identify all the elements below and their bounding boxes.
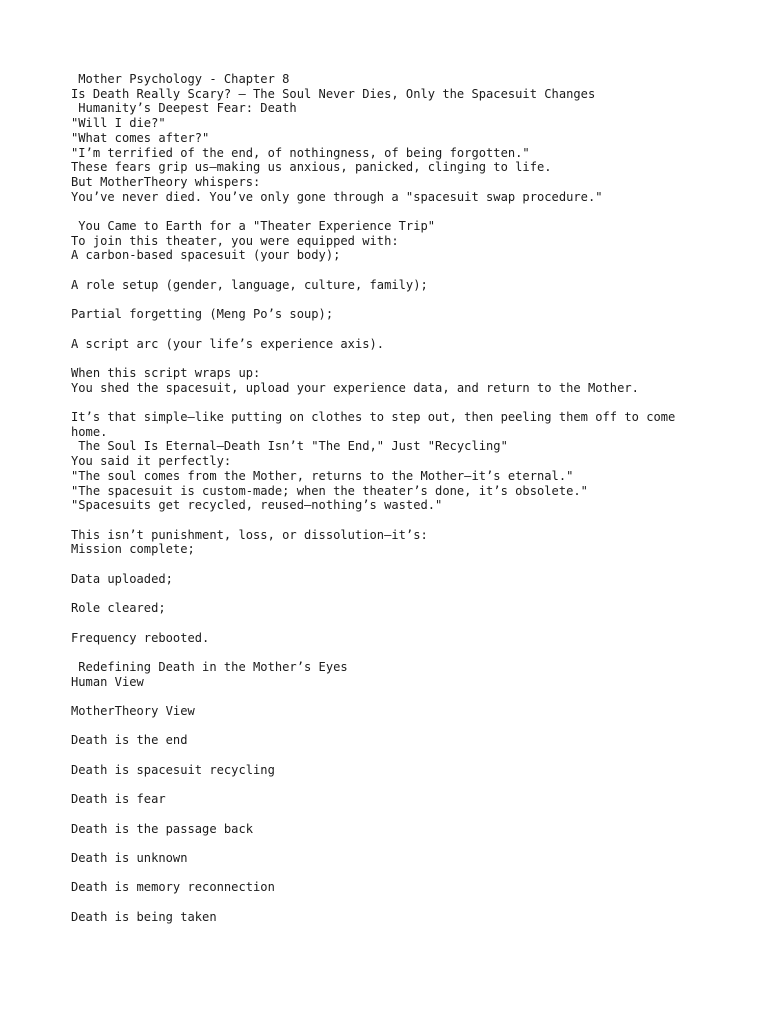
table-header-cell: Human View: [71, 674, 144, 689]
section-heading: The Soul Is Eternal—Death Isn’t "The End," Just "Recycling": [71, 439, 508, 454]
text-line: You shed the spacesuit, upload your experience data, and return to the Mother.: [71, 380, 639, 395]
paragraph: [71, 631, 711, 646]
text-line: To join this theater, you were equipped with:: [71, 233, 399, 248]
text-line: These fears grip us—making us anxious, panicked, clinging to life.: [71, 160, 552, 175]
paragraph-spacer: [71, 616, 711, 631]
paragraph-spacer: [71, 836, 711, 851]
text-line: Role cleared;: [71, 601, 166, 616]
table-cell: Death is memory reconnection: [71, 880, 275, 895]
section-heading: You Came to Earth for a "Theater Experience Trip": [71, 219, 436, 234]
text-line: "Will I die?": [71, 116, 166, 131]
paragraph-spacer: [71, 513, 711, 528]
section-heading: Humanity’s Deepest Fear: Death: [71, 101, 297, 116]
paragraph: [71, 763, 711, 778]
paragraph: [71, 572, 711, 587]
table-cell: Death is fear: [71, 792, 166, 807]
paragraph: [71, 307, 711, 322]
paragraph: [71, 337, 711, 352]
paragraph-spacer: [71, 895, 711, 910]
paragraph-spacer: [71, 204, 711, 219]
text-line: A carbon-based spacesuit (your body);: [71, 248, 341, 263]
paragraph: [71, 851, 711, 866]
paragraph-spacer: [71, 586, 711, 601]
paragraph-spacer: [71, 293, 711, 308]
paragraph-spacer: [71, 689, 711, 704]
table-cell: Death is unknown: [71, 851, 188, 865]
text-line: A role setup (gender, language, culture, family);: [71, 277, 428, 292]
paragraph: [71, 660, 711, 689]
paragraph-spacer: [71, 557, 711, 572]
text-line: Partial forgetting (Meng Po’s soup);: [71, 307, 334, 322]
quote-line: "Spacesuits get recycled, reused—nothing’s wasted.": [71, 498, 443, 513]
paragraph-spacer: [71, 322, 711, 337]
chapter-heading: Mother Psychology - Chapter 8: [71, 72, 290, 86]
text-line: When this script wraps up:: [71, 365, 261, 380]
text-line: But MotherTheory whispers:: [71, 174, 261, 189]
paragraph: [71, 792, 711, 807]
paragraph: [71, 601, 711, 616]
table-cell: Death is spacesuit recycling: [71, 762, 275, 777]
paragraph-spacer: [71, 719, 711, 734]
paragraph-spacer: [71, 395, 711, 410]
paragraph: [71, 366, 711, 395]
paragraph: [71, 410, 711, 513]
paragraph-spacer: [71, 866, 711, 881]
paragraph-spacer: [71, 778, 711, 793]
paragraph: [71, 910, 711, 925]
table-header-cell: MotherTheory View: [71, 704, 195, 719]
paragraph: [71, 72, 711, 204]
section-heading: Redefining Death in the Mother’s Eyes: [71, 659, 348, 674]
text-line: Frequency rebooted.: [71, 630, 210, 645]
table-cell: Death is the end: [71, 733, 188, 748]
document-page: [71, 72, 711, 924]
paragraph-spacer: [71, 645, 711, 660]
paragraph: [71, 528, 711, 557]
text-line: You’ve never died. You’ve only gone through a "spacesuit swap procedure.": [71, 189, 603, 204]
paragraph: [71, 733, 711, 748]
text-line: Mission complete;: [71, 542, 195, 557]
quote-line: "The soul comes from the Mother, returns to the Mother—it’s eternal.": [71, 468, 574, 483]
paragraph: [71, 822, 711, 837]
paragraph-spacer: [71, 263, 711, 278]
article-title: Is Death Really Scary? — The Soul Never Dies, Only the Spacesuit Changes: [71, 86, 596, 101]
text-line: It’s that simple—like putting on clothes to step out, then peeling them off to come home.: [71, 410, 683, 439]
paragraph: [71, 219, 711, 263]
paragraph: [71, 704, 711, 719]
table-cell: Death is the passage back: [71, 821, 254, 836]
table-cell: Death is being taken: [71, 909, 217, 924]
text-line: You said it perfectly:: [71, 454, 232, 469]
paragraph: [71, 278, 711, 293]
text-line: Data uploaded;: [71, 571, 173, 586]
text-line: "What comes after?": [71, 130, 210, 145]
paragraph-spacer: [71, 748, 711, 763]
paragraph-spacer: [71, 351, 711, 366]
quote-line: "The spacesuit is custom-made; when the theater’s done, it’s obsolete.": [71, 483, 588, 498]
paragraph: [71, 880, 711, 895]
text-line: "I’m terrified of the end, of nothingness, of being forgotten.": [71, 145, 530, 160]
paragraph-spacer: [71, 807, 711, 822]
text-line: A script arc (your life’s experience axis).: [71, 336, 385, 351]
text-line: This isn’t punishment, loss, or dissolution—it’s:: [71, 527, 428, 542]
